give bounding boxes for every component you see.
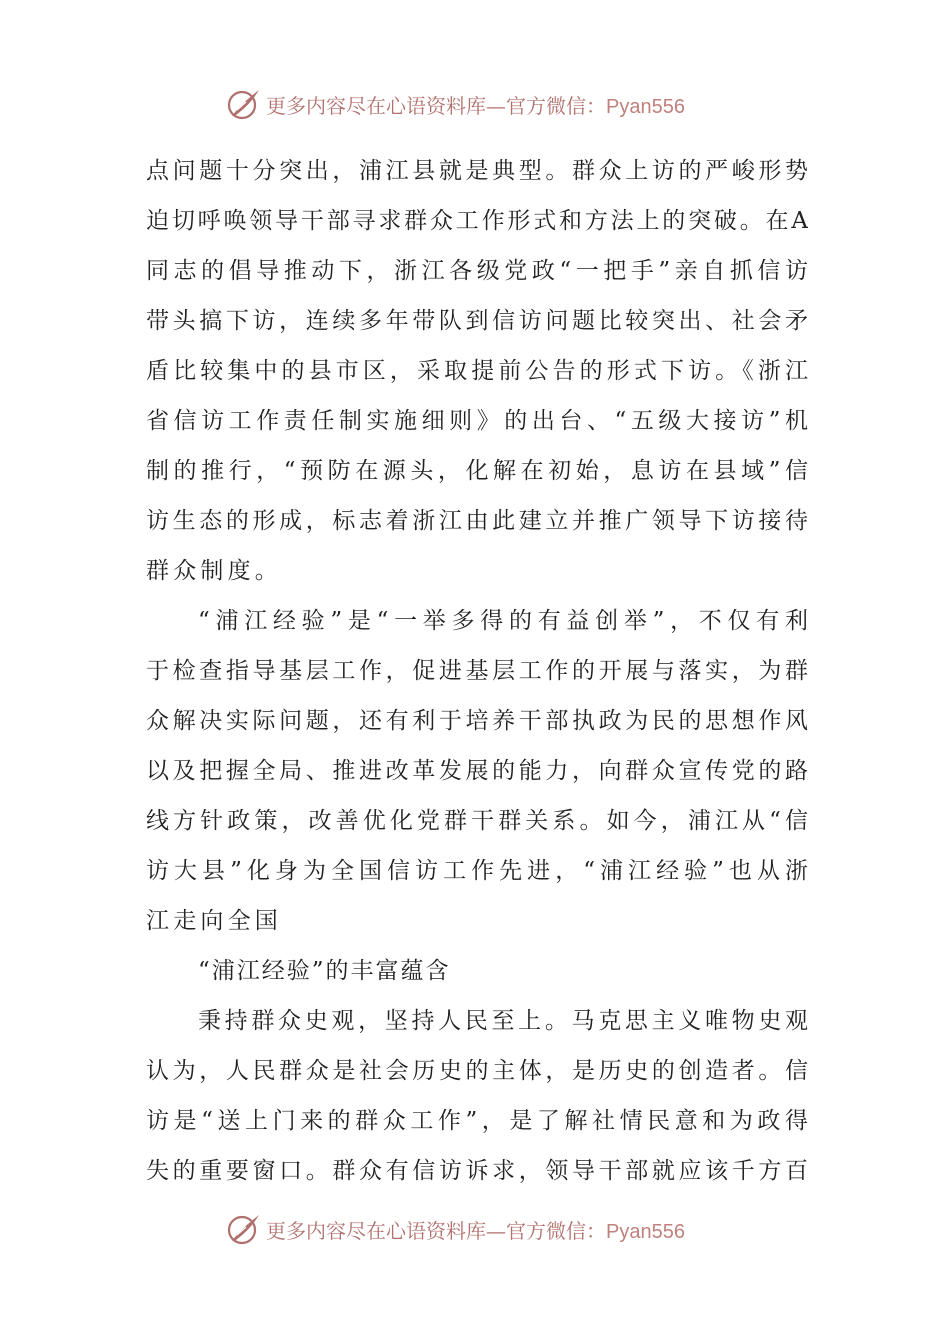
watermark-text: 更多内容尽在心语资料库—官方微信：Pyan556 xyxy=(266,93,685,118)
watermark-text: 更多内容尽在心语资料库—官方微信：Pyan556 xyxy=(266,1218,685,1243)
text-line: 制的推行，“预防在源头，化解在初始，息访在县域”信 xyxy=(146,458,808,484)
text-line: 失的重要窗口。群众有信访诉求，领导干部就应该千方百 xyxy=(146,1158,808,1184)
text-line: 认为，人民群众是社会历史的主体，是历史的创造者。信 xyxy=(146,1058,808,1084)
quill-logo-icon xyxy=(226,1211,262,1247)
document-body xyxy=(146,146,808,1196)
footer-watermark xyxy=(226,1209,746,1249)
paragraph-start-line: 秉持群众史观，坚持人民至上。马克思主义唯物史观 xyxy=(198,1008,808,1034)
section-heading: “浦江经验”的丰富蕴含 xyxy=(198,958,451,984)
text-line: 带头搞下访，连续多年带队到信访问题比较突出、社会矛 xyxy=(146,308,808,334)
text-line: 群众制度。 xyxy=(146,558,282,584)
text-line: 众解决实际问题，还有利于培养干部执政为民的思想作风 xyxy=(146,708,808,734)
text-line: 访生态的形成，标志着浙江由此建立并推广领导下访接待 xyxy=(146,508,808,534)
text-line: 迫切呼唤领导干部寻求群众工作形式和方法上的突破。在A xyxy=(146,208,808,234)
text-line: 线方针政策，改善优化党群干群关系。如今，浦江从“信 xyxy=(146,808,808,834)
text-line: 同志的倡导推动下，浙江各级党政“一把手”亲自抓信访 xyxy=(146,258,808,284)
text-line: 省信访工作责任制实施细则》的出台、“五级大接访”机 xyxy=(146,408,808,434)
text-line: 访是“送上门来的群众工作”，是了解社情民意和为政得 xyxy=(146,1108,808,1134)
text-line: 于检查指导基层工作，促进基层工作的开展与落实，为群 xyxy=(146,658,808,684)
text-line: 访大县”化身为全国信访工作先进，“浦江经验”也从浙 xyxy=(146,858,808,884)
quill-logo-icon xyxy=(226,86,262,122)
text-line: 以及把握全局、推进改革发展的能力，向群众宣传党的路 xyxy=(146,758,808,784)
text-line: 盾比较集中的县市区，采取提前公告的形式下访。《浙江 xyxy=(146,358,808,384)
text-line: 点问题十分突出，浦江县就是典型。群众上访的严峻形势 xyxy=(146,158,808,184)
header-watermark xyxy=(226,84,746,124)
paragraph-start-line: “浦江经验”是“一举多得的有益创举”，不仅有利 xyxy=(198,608,808,634)
text-line: 江走向全国 xyxy=(146,908,282,934)
